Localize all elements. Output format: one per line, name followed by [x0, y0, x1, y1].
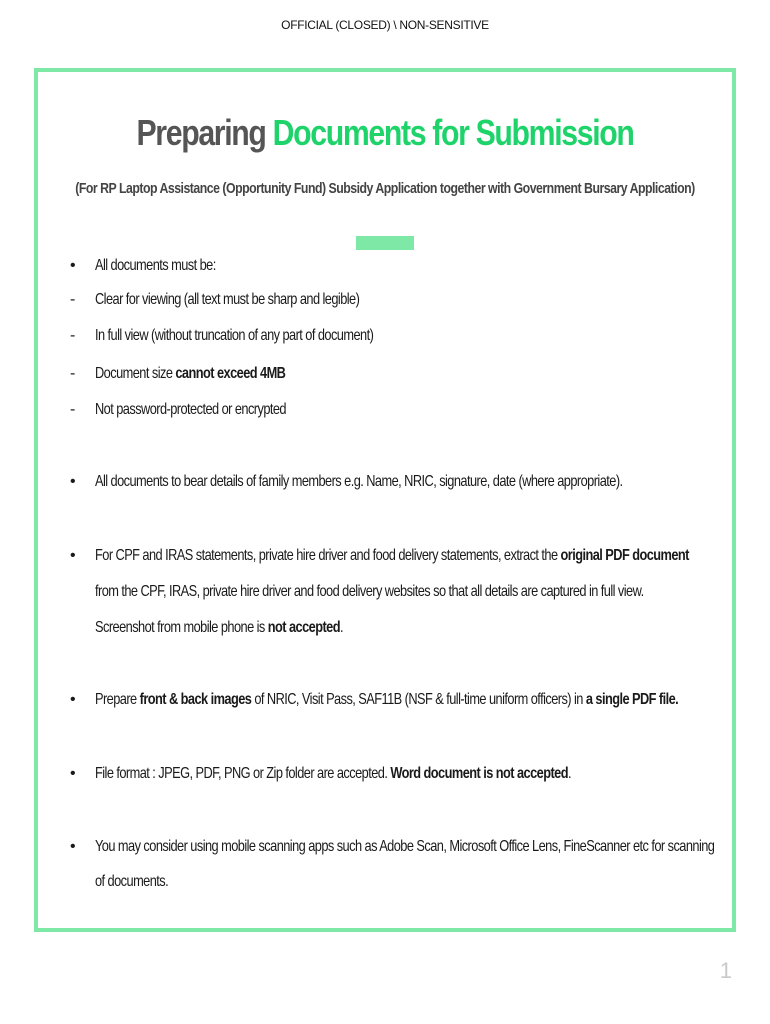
bullet-marker: • — [70, 257, 76, 274]
subitem-document-size — [95, 364, 285, 384]
bullet-cpf-iras-line2: from the CPF, IRAS, private hire driver and food delivery websites so that all details are captured in full view. — [95, 583, 644, 600]
classification-header: OFFICIAL (CLOSED) \ NON-SENSITIVE — [281, 18, 489, 32]
single-pdf-emphasis: a single PDF file. — [585, 691, 679, 708]
bullet-family-details: All documents to bear details of family members e.g. Name, NRIC, signature, date (where appropriate). — [95, 473, 623, 490]
document-size-text: Document size — [95, 365, 176, 382]
bullet-cpf-iras-line1 — [95, 546, 689, 566]
screenshot-text: Screenshot from mobile phone is — [95, 619, 268, 636]
bullet-marker: • — [70, 765, 76, 782]
dash-marker: - — [70, 327, 76, 344]
page-subtitle: (For RP Laptop Assistance (Opportunity Fund) Subsidy Application together with Government Bursary Application) — [75, 180, 695, 197]
not-accepted-emphasis: not accepted — [267, 619, 340, 636]
bullet-front-back-images — [95, 690, 678, 710]
title-part-preparing: Preparing — [136, 112, 266, 153]
page-title — [62, 112, 709, 154]
bullet-marker: • — [70, 547, 76, 564]
bullet-all-documents-must-be: All documents must be: — [95, 257, 216, 274]
bullet-scanning-apps-line2: of documents. — [95, 873, 169, 890]
document-size-limit: cannot exceed 4MB — [175, 365, 286, 382]
prepare-text: Prepare — [95, 691, 140, 708]
dash-marker: - — [70, 401, 76, 418]
title-part-documents: Documents for Submission — [272, 112, 634, 153]
period: . — [340, 619, 343, 636]
bullet-marker: • — [70, 691, 76, 708]
subitem-clear-for-viewing: Clear for viewing (all text must be sharp and legible) — [95, 291, 360, 308]
word-not-accepted-emphasis: Word document is not accepted — [390, 765, 568, 782]
subitem-full-view: In full view (without truncation of any part of document) — [95, 327, 374, 344]
dash-marker: - — [70, 365, 76, 382]
cpf-iras-text: For CPF and IRAS statements, private hire driver and food delivery statements, extract the — [95, 547, 561, 564]
front-back-emphasis: front & back images — [139, 691, 252, 708]
accent-divider — [356, 236, 414, 250]
nric-text: of NRIC, Visit Pass, SAF11B (NSF & full-time uniform officers) in — [251, 691, 586, 708]
bullet-marker: • — [70, 473, 76, 490]
page-number: 1 — [719, 958, 732, 983]
bullet-file-format — [95, 764, 571, 784]
subitem-not-password-protected: Not password-protected or encrypted — [95, 401, 286, 418]
bullet-marker: • — [70, 838, 76, 855]
original-pdf-emphasis: original PDF document — [560, 547, 689, 564]
content-frame — [34, 68, 736, 932]
file-format-text: File format : JPEG, PDF, PNG or Zip folder are accepted. — [95, 765, 391, 782]
period: . — [568, 765, 571, 782]
dash-marker: - — [70, 291, 76, 308]
bullet-cpf-iras-line3 — [95, 618, 343, 638]
bullet-scanning-apps-line1: You may consider using mobile scanning apps such as Adobe Scan, Microsoft Office Lens, FineScanner etc for scanning — [95, 838, 715, 855]
